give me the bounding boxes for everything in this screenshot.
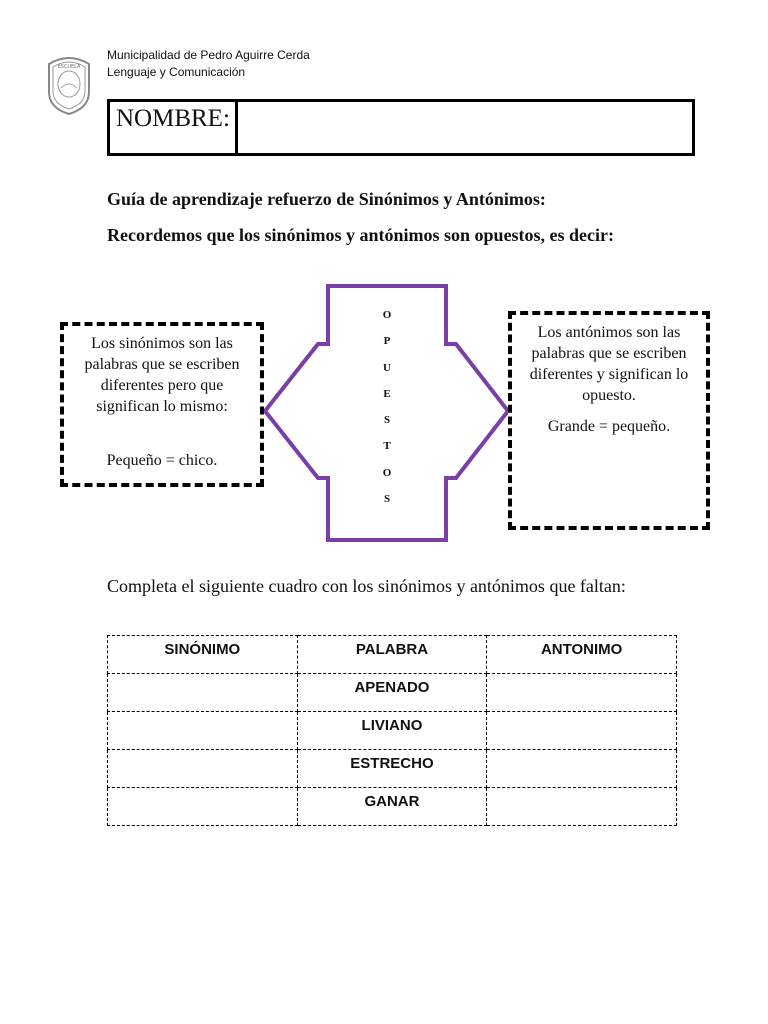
table-row: [108, 674, 677, 712]
opuestos-letter: O: [382, 309, 392, 321]
word-cell: LIVIANO: [297, 712, 487, 750]
table-row: [108, 750, 677, 788]
synonym-cell[interactable]: [108, 788, 298, 826]
opuestos-letter: S: [383, 493, 391, 506]
synonyms-definition: Los sinónimos son las palabras que se escriben diferentes pero que significan lo mismo:: [84, 335, 240, 415]
table-header-row: [108, 636, 677, 674]
word-cell: GANAR: [297, 788, 487, 826]
opuestos-letter: P: [383, 335, 391, 348]
antonyms-definition: Los antónimos son las palabras que se escriben diferentes y significan lo opuesto.: [529, 324, 689, 404]
table-instruction: Completa el siguiente cuadro con los sinónimos y antónimos que faltan:: [107, 576, 626, 596]
word-cell: ESTRECHO: [297, 750, 487, 788]
opuestos-letter: S: [383, 414, 391, 427]
header-palabra: PALABRA: [297, 636, 487, 674]
opuestos-letter: U: [383, 361, 391, 374]
opuestos-letter: T: [383, 440, 391, 453]
header-antonimo: ANTONIMO: [487, 636, 677, 674]
synonyms-antonyms-table: [107, 635, 677, 826]
subject-name: Lenguaje y Comunicación: [107, 65, 246, 79]
opuestos-vertical-label: [377, 302, 397, 512]
antonyms-example: Grande = pequeño.: [547, 418, 671, 435]
intro-text: Recordemos que los sinónimos y antónimos son opuestos, es decir:: [107, 225, 615, 245]
table-row: [108, 712, 677, 750]
school-crest-logo: [44, 54, 94, 116]
word-cell: APENADO: [297, 674, 487, 712]
synonyms-example: Pequeño = chico.: [106, 452, 218, 469]
antonym-cell[interactable]: [487, 712, 677, 750]
header-sinonimo: SINÓNIMO: [108, 636, 298, 674]
institution-name: Municipalidad de Pedro Aguirre Cerda: [107, 48, 310, 62]
antonym-cell[interactable]: [487, 750, 677, 788]
antonym-cell[interactable]: [487, 788, 677, 826]
opuestos-letter: E: [383, 387, 391, 400]
name-input[interactable]: [238, 102, 692, 153]
synonym-cell[interactable]: [108, 712, 298, 750]
name-box: [107, 99, 695, 156]
antonym-cell[interactable]: [487, 674, 677, 712]
synonym-cell[interactable]: [108, 674, 298, 712]
name-label: NOMBRE:: [110, 102, 238, 153]
opuestos-letter: O: [382, 466, 392, 479]
table-row: [108, 788, 677, 826]
synonyms-definition-box: [60, 322, 264, 487]
antonyms-definition-box: [508, 311, 710, 530]
guide-title: Guía de aprendizaje refuerzo de Sinónimos y Antónimos:: [107, 189, 546, 209]
synonym-cell[interactable]: [108, 750, 298, 788]
logo-lettering: ESCUELA: [57, 64, 81, 70]
